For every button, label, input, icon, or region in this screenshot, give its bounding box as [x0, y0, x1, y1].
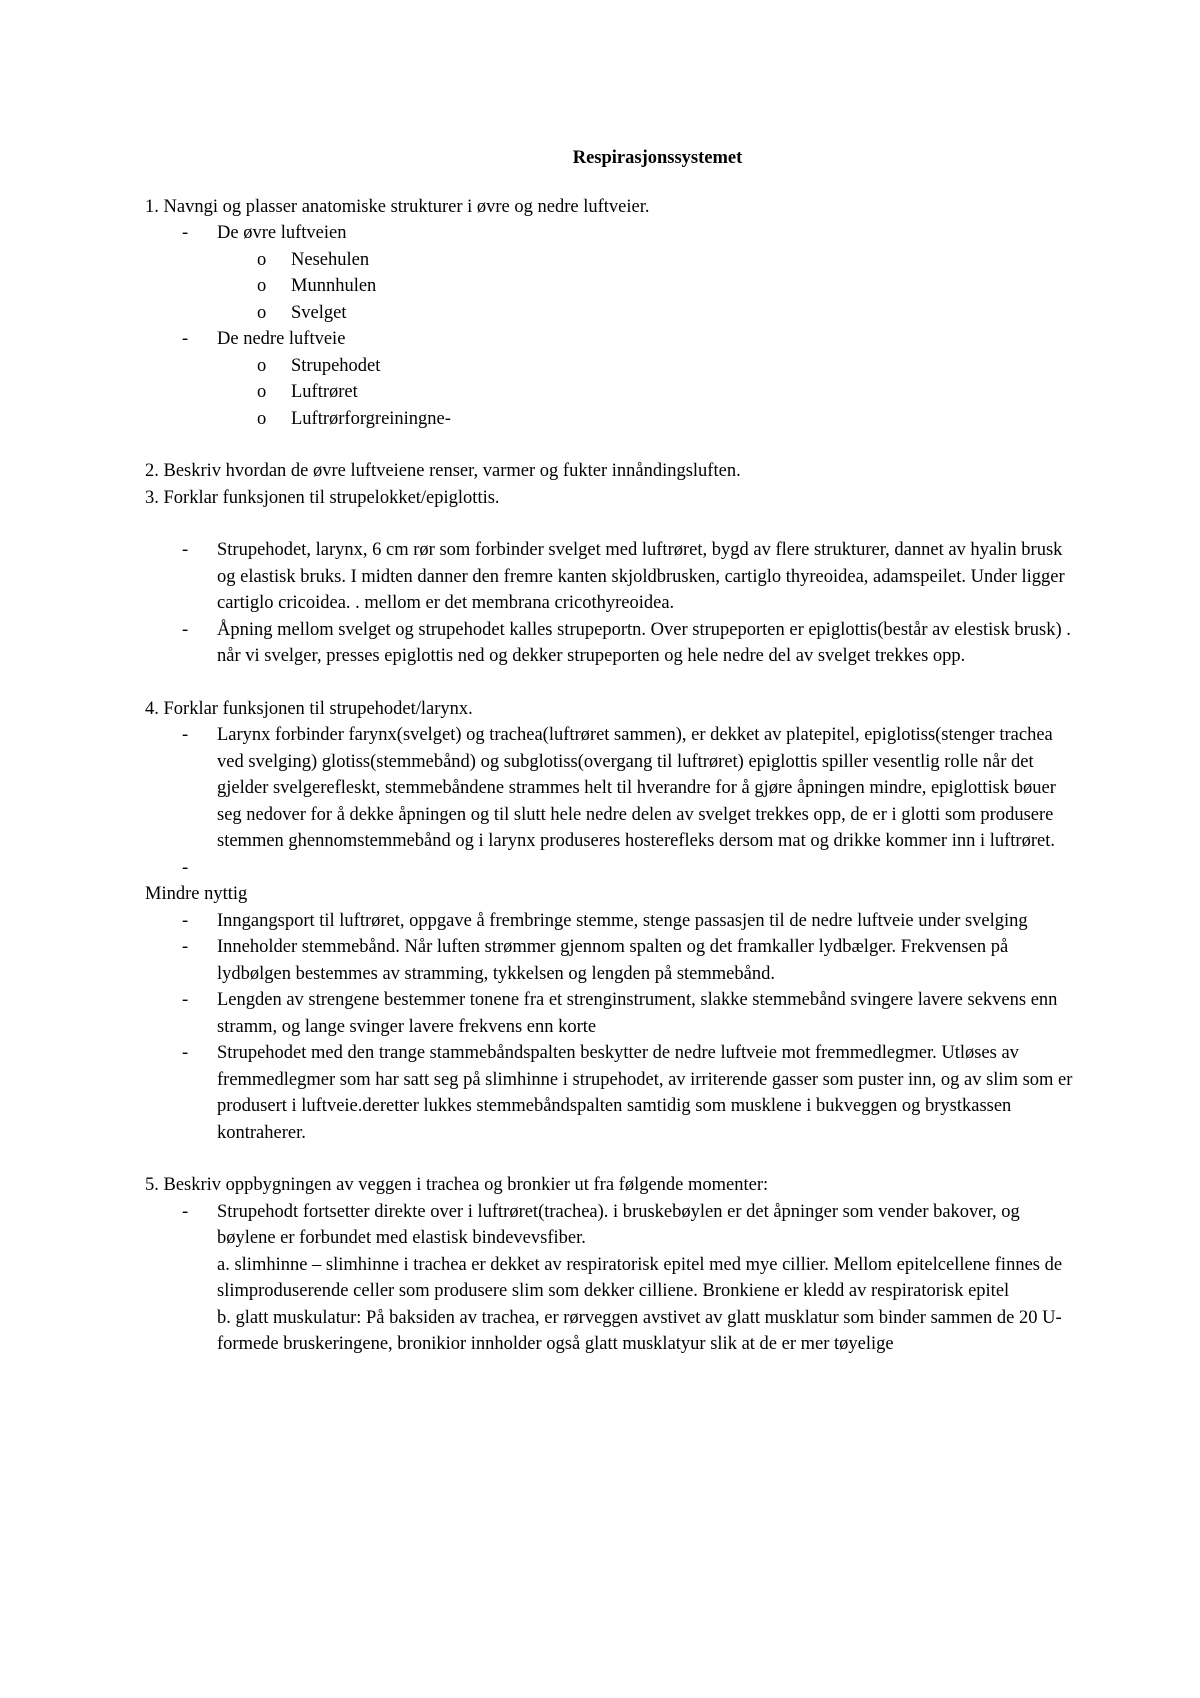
q4-note-bullet: - Inneholder stemmebånd. Når luften strømmer gjennom spalten og det framkaller lydbælger. Frekvensen på lydbølgen bestemmes av stramming, tykkelsen og lengden på stemmebånd.: [145, 934, 1080, 987]
q1-upper-item: o Nesehulen: [145, 247, 1080, 274]
document-title: Respirasjonssystemet: [572, 148, 743, 168]
q5-sub-a: a. slimhinne – slimhinne i trachea er dekket av respiratorisk epitel med mye cillier. Mellom epitelcellene finnes de slimproduserende celler som produsere slim som dekker cilliene. Bronkiene er kledd av respiratorisk epitel: [217, 1254, 1063, 1301]
q1-lower-item: o Luftrørforgreiningne-: [145, 406, 1080, 433]
q3-answer-bullet: - Åpning mellom svelget og strupehodet kalles strupeportn. Over strupeporten er epiglottis(består av elestisk brusk) . når vi svelger, presses epiglottis ned og dekker strupeporten og hele nedre del av svelget trekkes opp.: [145, 617, 1080, 670]
q1-lower-item: o Strupehodet: [145, 353, 1080, 380]
q4-empty-bullet: [145, 855, 1080, 882]
q1-upper-item: o Munnhulen: [145, 273, 1080, 300]
question-1: 1. Navngi og plasser anatomiske strukturer i øvre og nedre luftveier.: [145, 196, 650, 217]
q4-note-bullet: - Strupehodet med den trange stammebåndspalten beskytter de nedre luftveie mot fremmedlegmer. Utløses av fremmedlegmer som har satt seg på slimhinne i strupehodet, av irriterende gasser som puster inn, og av slim som er produsert i luftveie.deretter lukkes stemmebåndspalten samtidig som musklene i bukveggen og brystkassen kontraherer.: [145, 1040, 1080, 1146]
dash-bullet: -: [182, 857, 189, 878]
dash-bullet: -: [182, 329, 189, 349]
q4-note-heading: Mindre nyttig: [145, 884, 248, 904]
circle-bullet: o: [257, 302, 267, 323]
dash-bullet: -: [182, 223, 189, 243]
circle-bullet: o: [257, 382, 267, 402]
dash-bullet: -: [182, 540, 189, 560]
q4-answer-bullet: - Larynx forbinder farynx(svelget) og trachea(luftrøret sammen), er dekket av platepitel, epiglotiss(stenger trachea ved svelging) glotiss(stemmebånd) og subglotiss(overgang til luftrøret) epiglottis spiller vesentlig rolle når det gjelder svelgerefleskt, stemmebåndene strammes helt til hverandre for å gjøre åpningen mindre, epiglottisk bøuer seg nedover for å dekke åpningen og til slutt hele nedre delen av svelget trekkes opp, de er i glotti som produsere stemmen ghennomstemmebånd og i larynx produseres hosterefleks dersom mat og drikke kommer inn i luftrøret.: [145, 722, 1080, 855]
q1-lower-item: o Luftrøret: [145, 379, 1080, 406]
question-4: 4. Forklar funksjonen til strupehodet/larynx.: [145, 698, 473, 719]
dash-bullet: -: [182, 725, 189, 745]
dash-bullet: -: [182, 1201, 189, 1222]
q1-group-lower-label: De nedre luftveie: [217, 329, 346, 349]
circle-bullet: o: [257, 355, 267, 376]
dash-bullet: -: [182, 937, 189, 957]
dash-bullet: -: [182, 619, 189, 640]
q4-note-bullet: - Lengden av strengene bestemmer tonene fra et strenginstrument, slakke stemmebånd svingere lavere sekvens enn stramm, og lange svinger lavere frekvens enn korte: [145, 987, 1080, 1040]
q1-upper-item: o Svelget: [145, 300, 1080, 327]
circle-bullet: o: [257, 249, 267, 270]
q3-answer-bullet: - Strupehodet, larynx, 6 cm rør som forbinder svelget med luftrøret, bygd av flere strukturer, dannet av hyalin brusk og elastisk bruks. I midten danner den fremre kanten skjoldbrusken, cartiglo thyreoidea, adamspeilet. Under ligger cartiglo cricoidea. . mellom er det membrana cricothyreoidea.: [145, 537, 1080, 617]
question-3: 3. Forklar funksjonen til strupelokket/epiglottis.: [145, 487, 500, 508]
q4-note-bullet: - Inngangsport til luftrøret, oppgave å frembringe stemme, stenge passasjen til de nedre luftveie under svelging: [145, 908, 1080, 935]
dash-bullet: -: [182, 910, 189, 931]
q1-group-upper: [145, 220, 1080, 247]
q5-sub-b: b. glatt muskulatur: På baksiden av trachea, er rørveggen avstivet av glatt musklatur som binder sammen de 20 U-formede bruskeringene, bronikior innholder også glatt musklatyur slik at de er mer tøyelige: [217, 1307, 1062, 1354]
dash-bullet: -: [182, 1043, 189, 1063]
q1-group-lower: [145, 326, 1080, 353]
q5-answer-bullet: - Strupehodt fortsetter direkte over i luftrøret(trachea). i bruskebøylen er det åpninger som vender bakover, og bøylene er forbundet med elastisk bindevevsfiber.: [145, 1199, 1080, 1252]
circle-bullet: o: [257, 408, 267, 429]
question-5: 5. Beskriv oppbygningen av veggen i trachea og bronkier ut fra følgende momenter:: [145, 1175, 769, 1195]
circle-bullet: o: [257, 276, 267, 296]
dash-bullet: -: [182, 990, 189, 1010]
q1-group-upper-label: De øvre luftveien: [217, 223, 347, 243]
question-2: 2. Beskriv hvordan de øvre luftveiene renser, varmer og fukter innåndingsluften.: [145, 461, 741, 481]
